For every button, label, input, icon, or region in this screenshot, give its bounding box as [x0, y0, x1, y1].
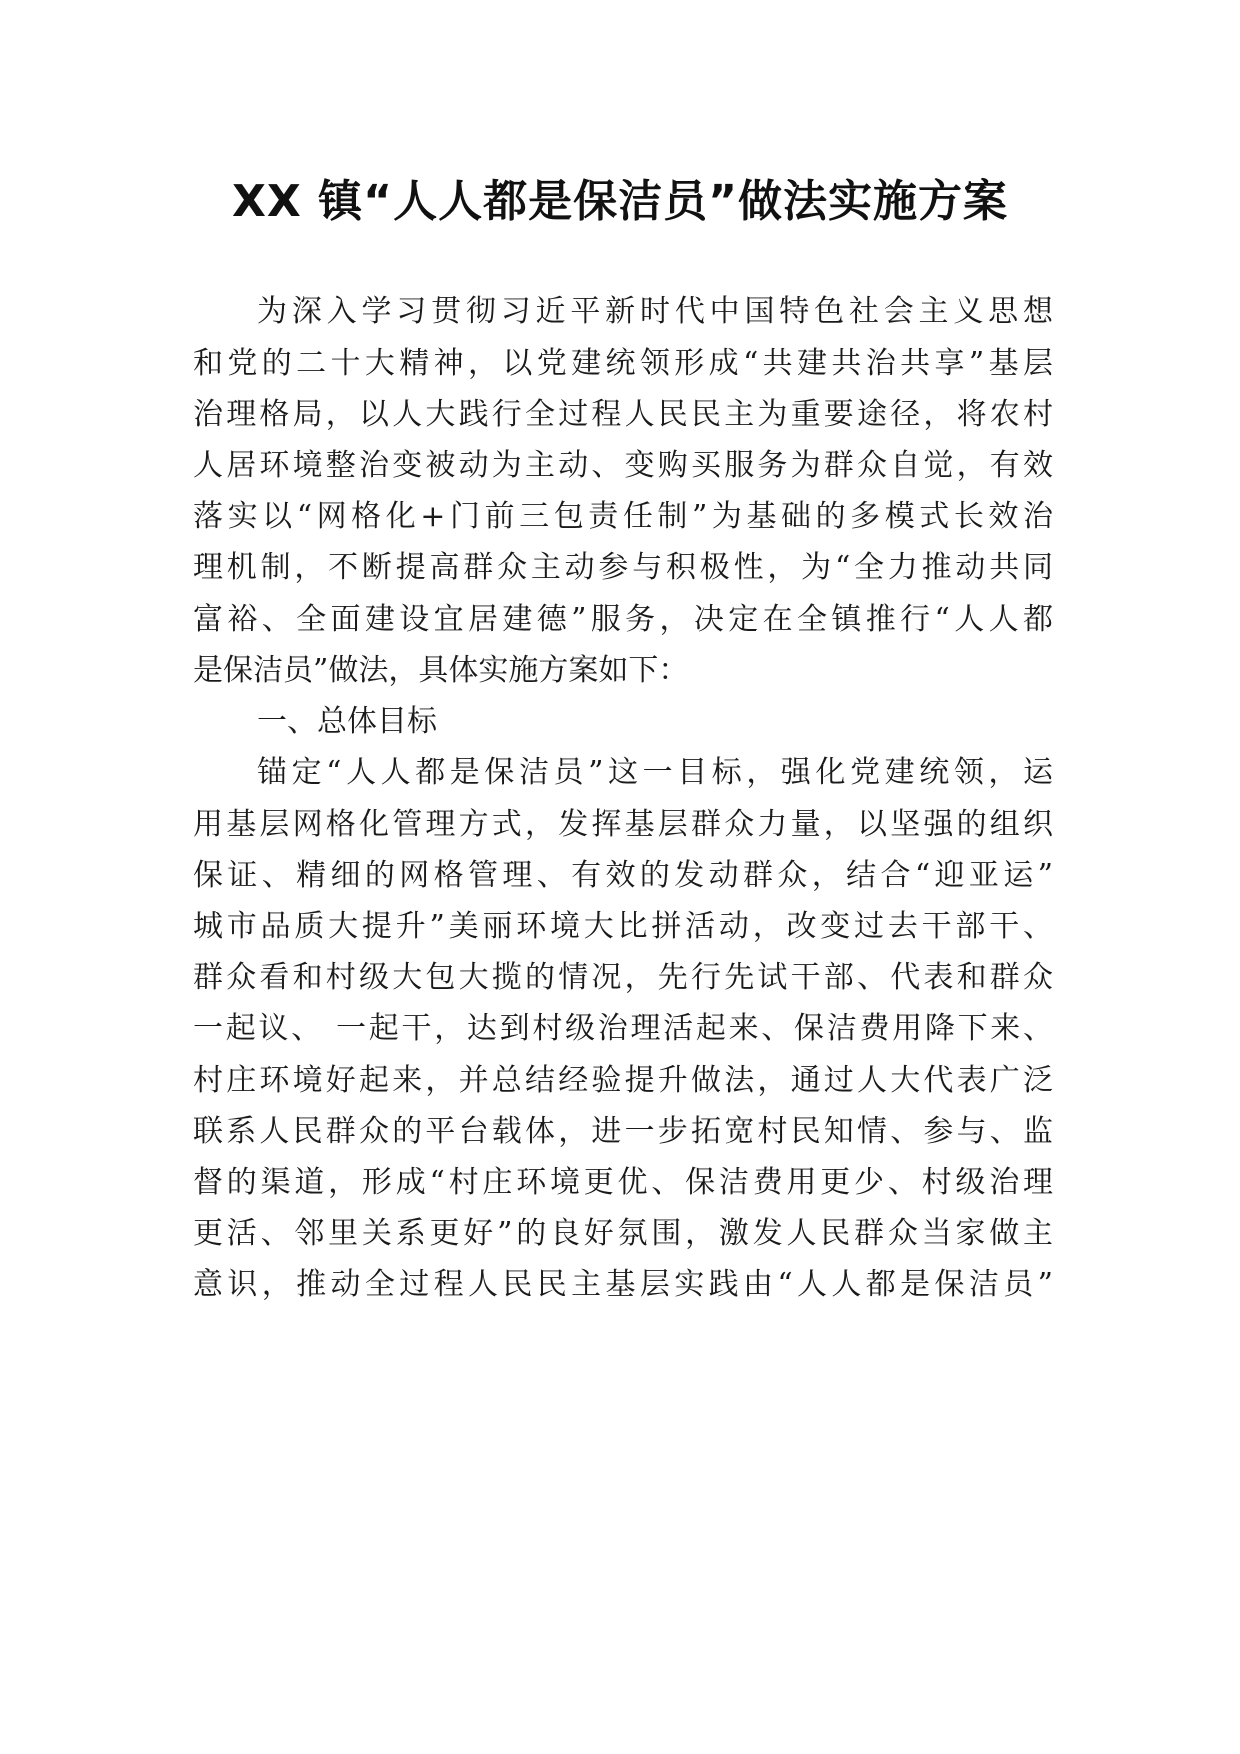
paragraph-2-line-1: 锚定“人人都是保洁员”这一目标，强化党建统领，运	[257, 755, 1053, 790]
paragraph-2-line-4: 城市品质大提升”美丽环境大比拼活动，改变过去干部干、	[193, 909, 1053, 944]
paragraph-2-line-5: 群众看和村级大包大揽的情况，先行先试干部、代表和群众	[193, 960, 1053, 995]
paragraph-2-line-2: 用基层网格化管理方式，发挥基层群众力量，以坚强的组织	[193, 807, 1053, 842]
paragraph-2-line-6: 一起议、 一起干，达到村级治理活起来、保洁费用降下来、	[193, 1011, 1053, 1046]
paragraph-1-line-5: 落实以“网格化+门前三包责任制”为基础的多模式长效治	[193, 499, 1053, 534]
paragraph-2-line-8: 联系人民群众的平台载体，进一步拓宽村民知情、参与、监	[193, 1114, 1053, 1149]
paragraph-1-line-8: 是保洁员”做法，具体实施方案如下：	[193, 653, 689, 688]
paragraph-1-line-3: 治理格局，以人大践行全过程人民民主为重要途径，将农村	[193, 397, 1053, 432]
paragraph-2-line-11: 意识，推动全过程人民民主基层实践由“人人都是保洁员”	[193, 1267, 1053, 1302]
paragraph-1-line-7: 富裕、全面建设宜居建德”服务，决定在全镇推行“人人都	[193, 602, 1053, 637]
paragraph-1-line-6: 理机制，不断提高群众主动参与积极性，为“全力推动共同	[193, 550, 1053, 585]
paragraph-1-line-4: 人居环境整治变被动为主动、变购买服务为群众自觉，有效	[193, 448, 1053, 483]
paragraph-1-line-1: 为深入学习贯彻习近平新时代中国特色社会主义思想	[257, 294, 1053, 329]
paragraph-2-line-3: 保证、精细的网格管理、有效的发动群众，结合“迎亚运”	[193, 858, 1053, 893]
paragraph-2-line-10: 更活、邻里关系更好”的良好氛围，激发人民群众当家做主	[193, 1216, 1053, 1251]
document-title: XX 镇“人人都是保洁员”做法实施方案	[231, 176, 1008, 227]
section-heading-overall-goal: 一、总体目标	[257, 704, 437, 739]
paragraph-1-line-2: 和党的二十大精神，以党建统领形成“共建共治共享”基层	[193, 346, 1053, 381]
paragraph-2-line-9: 督的渠道，形成“村庄环境更优、保洁费用更少、村级治理	[193, 1165, 1053, 1200]
paragraph-2-line-7: 村庄环境好起来，并总结经验提升做法，通过人大代表广泛	[193, 1063, 1053, 1098]
